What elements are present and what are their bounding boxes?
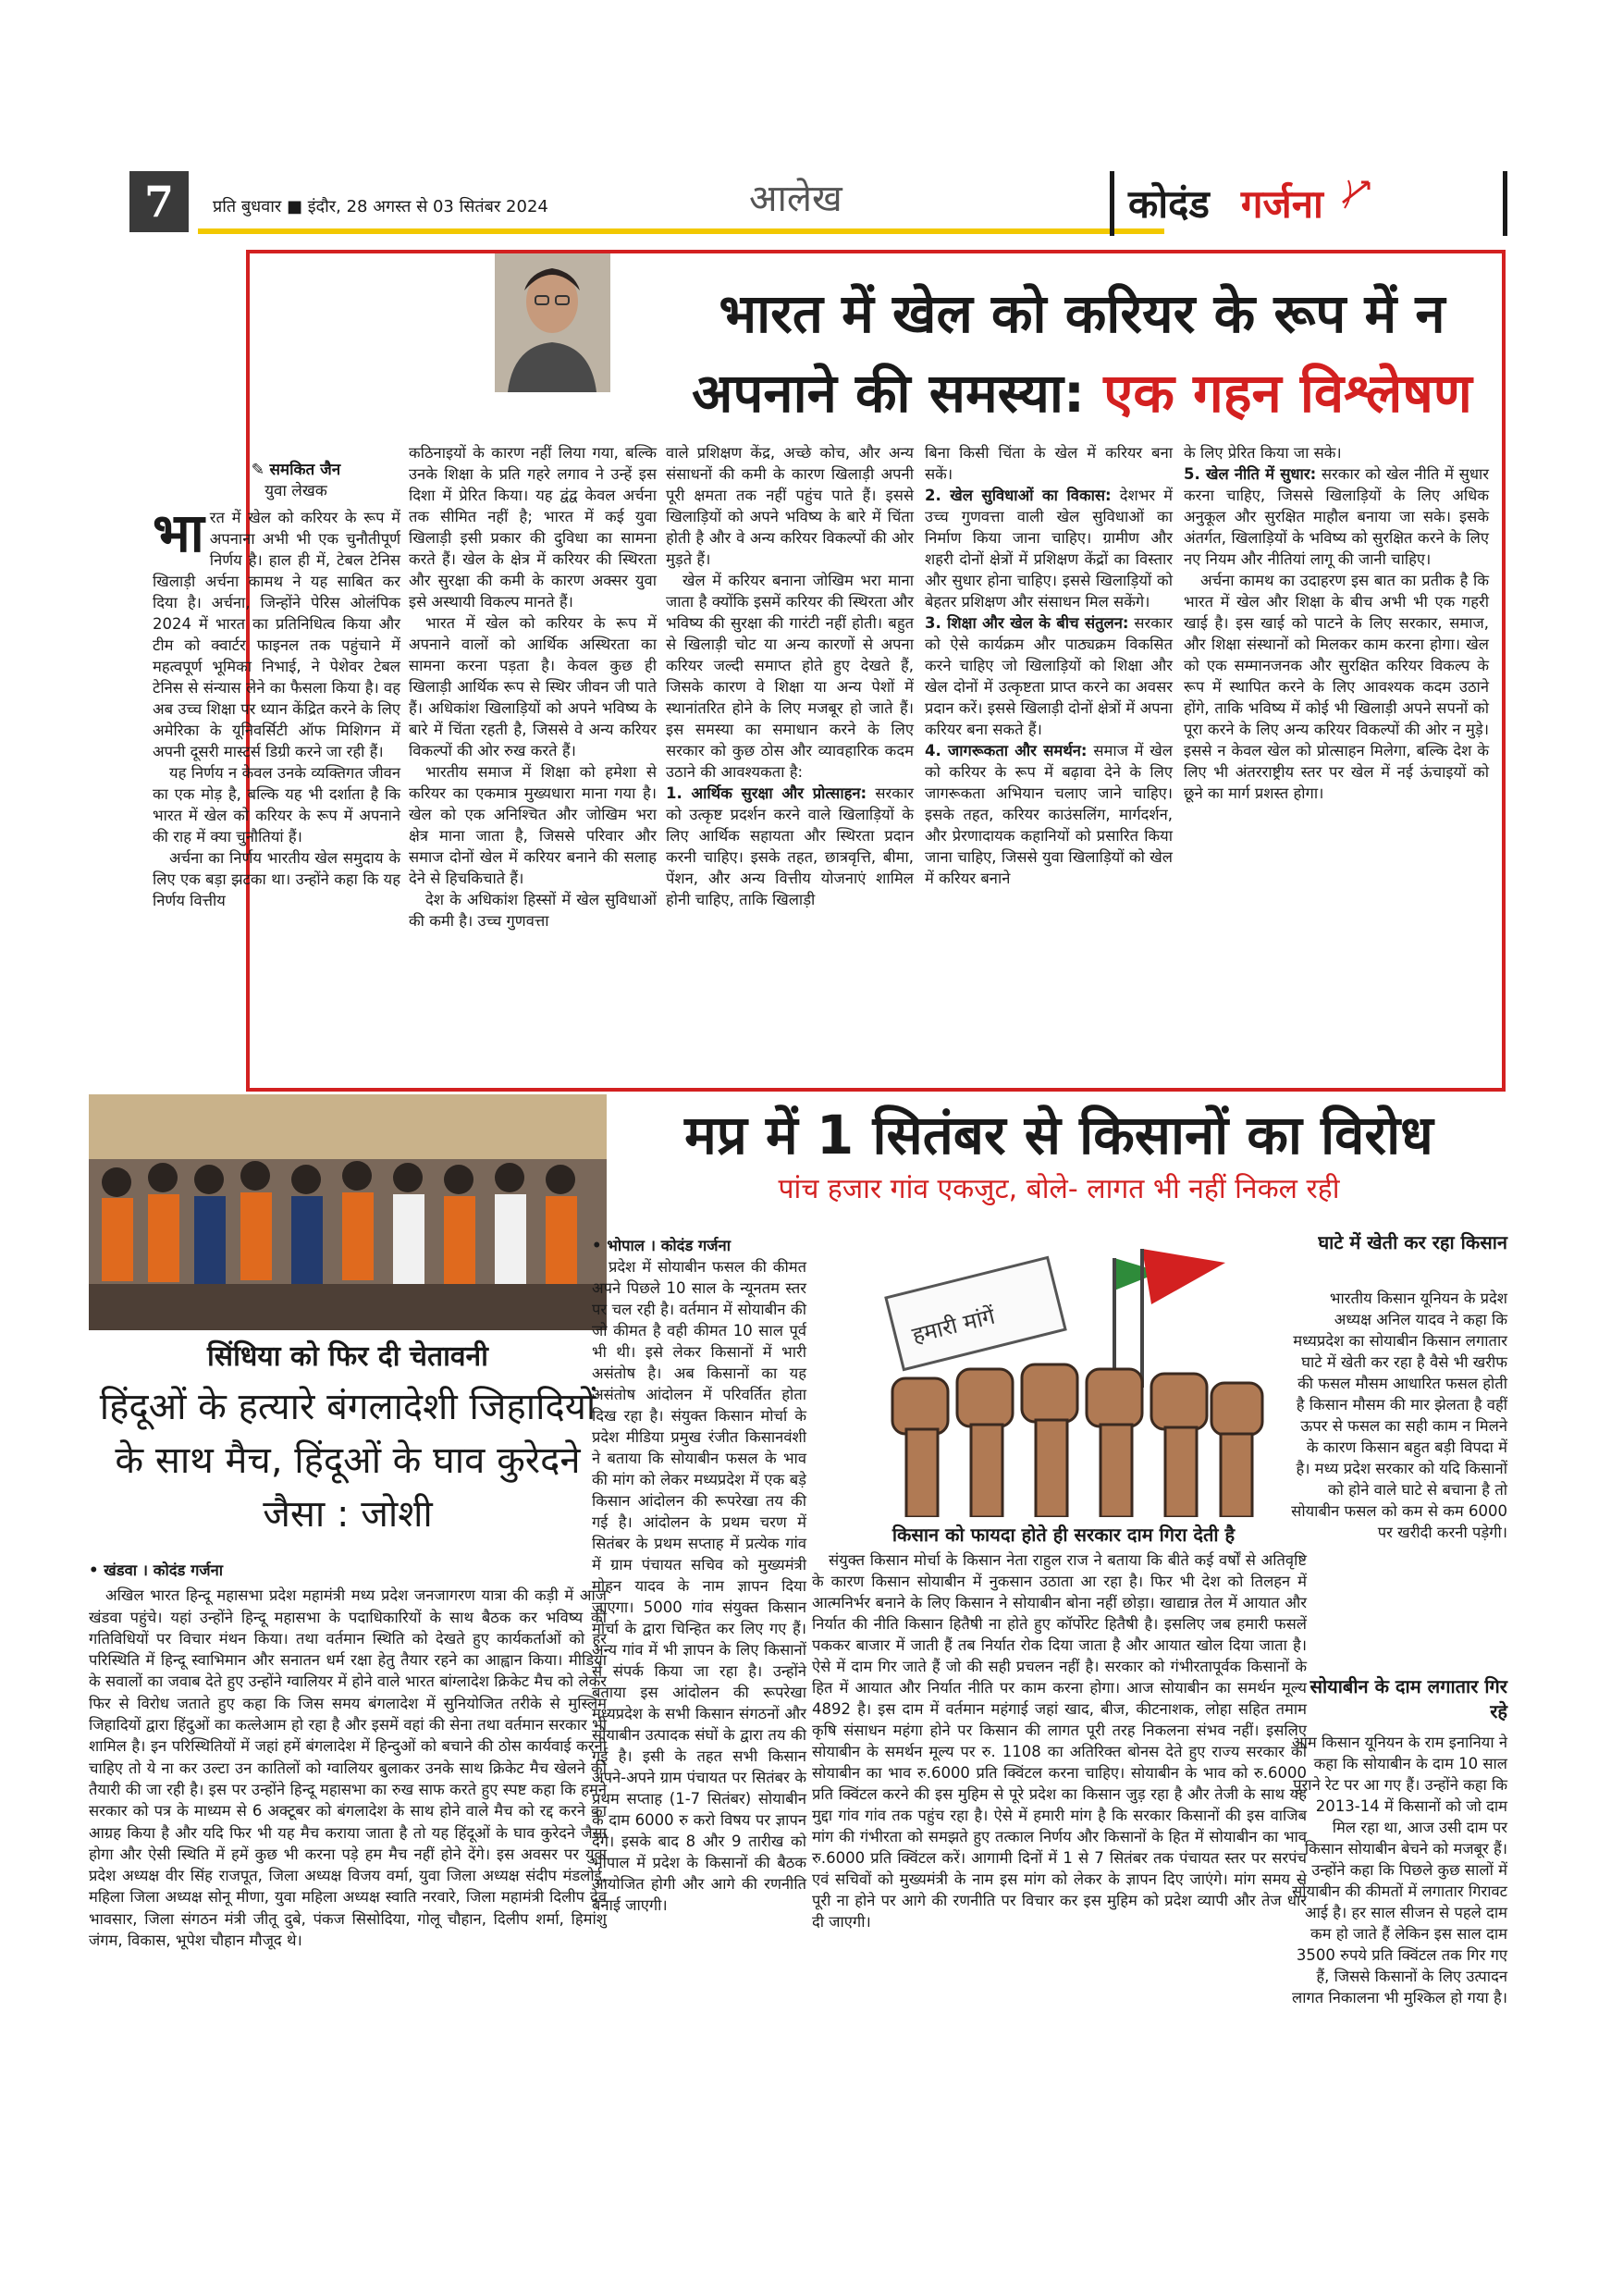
side-column-2 (1290, 1732, 1507, 2008)
header-rule (198, 228, 1164, 234)
farmers-headline: मप्र में 1 सितंबर से किसानों का विरोध (684, 1104, 1433, 1167)
group-photo (89, 1094, 607, 1330)
lead-column-1 (153, 501, 400, 911)
lead-col2-p3: भारतीय समाज में शिक्षा को हमेशा से करियर का एकमात्र मुख्यधारा माना गया है। खेल को एक अनिश्चित और जोखिम भरा क्षेत्र माना जाता है, जिससे परिवार और समाज दोनों खेल में करियर बनाने की सलाह देने से हिचकिचाते हैं। (409, 763, 657, 887)
point2-text: देशभर में उच्च गुणवत्ता वाली खेल सुविधाओं का निर्माण किया जाना चाहिए। ग्रामीण और शहरी दोनों क्षेत्रों में प्रशिक्षण केंद्रों का विस्तार और सुधार होना चाहिए। इससे खिलाड़ियों को बेहतर प्रशिक्षण और संसाधन मिल सकेंगे। (925, 487, 1174, 611)
arrow-icon (1341, 175, 1378, 212)
side-headline-2: सोयाबीन के दाम लगातार गिर रहे (1309, 1675, 1507, 1722)
farmers-column-2 (812, 1549, 1307, 1932)
side2-text: आम किसान यूनियन के राम इनानिया ने कहा कि सोयाबीन के दाम 10 साल पुराने रेट पर आ गए हैं। उन्होंने कहा कि 2013-14 में किसानों को जो दाम मिल रहा था, आज उसी दाम पर किसान सोयाबीन बेचने को मजबूर हैं। उन्होंने कहा कि पिछले कुछ सालों में सोयाबीन की कीमतों में लगातार गिरावट आई है। हर साल सीजन से पहले दाम कम हो जाते हैं लेकिन इस साल दाम 3500 रुपये प्रति क्विंटल तक गिर गए हैं, जिससे किसानों के लिए उत्पादन लागत निकालना भी मुश्किल हो गया है। (1292, 1734, 1507, 2006)
lead-col4-intro: बिना किसी चिंता के खेल में करियर बना सकें। (925, 444, 1173, 483)
point5-text: सरकार को खेल नीति में सुधार करना चाहिए, जिससे खिलाड़ियों के लिए अधिक अनुकूल और सुरक्षित माहौल बनाया जा सके। इसके अंतर्गत, खिलाड़ियों के भविष्य को सुरक्षित करने के लिए नए नियम और नीतियां लागू की जानी चाहिए। (1184, 465, 1489, 568)
lead-col1-p2: यह निर्णय न केवल उनके व्यक्तिगत जीवन का एक मोड़ है, बल्कि यह भी दर्शाता है कि भारत में खेल को करियर के रूप में अपनाने की राह में क्या चुनौतियां हैं। (153, 764, 400, 846)
point3-text: सरकार को ऐसे कार्यक्रम और पाठ्यक्रम विकसित करने चाहिए जो खिलाड़ियों को शिक्षा और खेल दोनों में उत्कृष्टता प्राप्त करने का अवसर प्रदान करें। इससे खिलाड़ी दोनों क्षेत्रों में अपना करियर बना सकते हैं। (925, 614, 1173, 738)
lead-column-4 (925, 442, 1173, 889)
banner-text: हमारी मांगें (909, 1302, 998, 1349)
headline-line1: भारत में खेल को करियर के रूप में न (719, 282, 1445, 345)
lead-col5-end: अर्चना कामथ का उदाहरण इस बात का प्रतीक है कि भारत में खेल और शिक्षा के बीच अभी भी एक गहरी खाई है। इस खाई को पाटने के लिए सरकार, समाज, और शिक्षा संस्थानों को मिलकर काम करना होगा। खेल को एक सम्मानजनक और सुरक्षित करियर विकल्प के रूप में स्थापित करने के लिए आवश्यक कदम उठाने होंगे, ताकि भविष्य में कोई भी खिलाड़ी अपने सपनों को पूरा करने के लिए अन्य करियर विकल्पों की ओर न मुड़े। इससे न केवल खेल को प्रोत्साहन मिलेगा, बल्कि देश के लिए भी अंतरराष्ट्रीय स्तर पर खेल में नई ऊंचाइयों को छूने का मार्ग प्रशस्त होगा। (1184, 572, 1489, 802)
scindia-headline: हिंदूओं के हत्यारे बंगलादेशी जिहादियों के साथ मैच, हिंदूओं के घाव कुरेदने जैसा : जोशी (99, 1386, 596, 1536)
byline (203, 458, 388, 500)
lead-col2-p2: भारत में खेल को करियर के रूप में अपनाने वालों को आर्थिक अस्थिरता का सामना करना पड़ता है। केवल कुछ ही खिलाड़ी आर्थिक रूप से स्थिर जीवन जी पाते हैं। अधिकांश खिलाड़ियों को अपने भविष्य के बारे में चिंता रहती है, जिससे वे अन्य करियर विकल्पों की ओर रुख करते हैं। (409, 614, 657, 759)
lead-column-2 (409, 442, 657, 932)
farmers-column-1 (592, 1235, 806, 1916)
scindia-body (89, 1560, 607, 1951)
lead-col2-p4: देश के अधिकांश हिस्सों में खेल सुविधाओं की कमी है। उच्च गुणवत्ता (409, 891, 657, 930)
farmers-subheadline: पांच हजार गांव एकजुट, बोले- लागत भी नहीं निकल रही (778, 1173, 1340, 1205)
scindia-dateline: • खंडवा । कोदंड गर्जना (89, 1562, 224, 1579)
page-header (129, 171, 1503, 243)
pen-icon: ✎ (251, 461, 265, 479)
author-photo (495, 253, 610, 392)
headline-line2a: अपनाने की समस्या: (692, 362, 1086, 425)
author-name: समकित जैन (269, 461, 341, 479)
side1-text: भारतीय किसान यूनियन के प्रदेश अध्यक्ष अनिल यादव ने कहा कि मध्यप्रदेश का सोयाबीन किसान लगातार घाटे में खेती कर रहा है वैसे भी खरीफ की फसल मौसम आधारित फसल होती है किसान मौसम की मार झेलता है वहीं ऊपर से फसल का सही काम न मिलने के कारण किसान बहुत बड़ी विपदा में है। मध्य प्रदेश सरकार को यदि किसानों को होने वाले घाटे से बचाना है तो सोयाबीन फसल को कम से कम 6000 पर खरीदी करनी पड़ेगी। (1291, 1290, 1507, 1541)
farmers-dateline: • भोपाल । कोदंड गर्जना (592, 1237, 731, 1254)
point3-head: 3. शिक्षा और खेल के बीच संतुलन: (925, 614, 1129, 632)
lead-headline (657, 274, 1507, 433)
lead-column-3 (666, 442, 914, 910)
point4-text: समाज में खेल को करियर के रूप में बढ़ावा देने के लिए जागरूकता अभियान चलाए जाने चाहिए। इसके तहत, करियर काउंसलिंग, मार्गदर्शन, और प्रेरणादायक कहानियों को प्रसारित किया जाना चाहिए, जिससे युवा खिलाड़ियों को खेल में करियर बनाने (925, 742, 1173, 887)
drop-cap: भा (153, 501, 204, 564)
headline-line2b: एक गहन विश्लेषण (1103, 362, 1472, 425)
point4-head: 4. जागरूकता और समर्थन: (925, 742, 1088, 759)
scindia-text: अखिल भारत हिन्दू महासभा प्रदेश महामंत्री मध्य प्रदेश जनजागरण यात्रा की कड़ी में आज खंडवा पहुंचे। यहां उन्होंने हिन्दू महासभा के पदाधिकारियों के साथ बैठक कर भविष्य की गतिविधियों पर विचार मंथन किया। तथा वर्तमान स्थिति को देखते हुए कार्यकर्ताओं को हर परिस्थिति में हिन्दू स्वाभिमान और सनातन धर्म रक्षा हेतु तैयार रहने का आह्वान किया। मीडिया के सवालों का जवाब देते हुए उन्होंने ग्वालियर में होने वाले भारत बांग्लादेश क्रिकेट मैच को लेकर फिर से विरोध जताते हुए कहा कि जिस समय बंगलादेश में सुनियोजित तरीके से मुस्लिम जिहादियों द्वारा हिंदुओं का कत्लेआम हो रहा है और इसमें वहां की सेना तथा वर्तमान सरकार भी शामिल है। इन परिस्थितियों में जहां हमें बंगलादेश में हिन्दुओं को बचाने की ठोस कार्यवाई करनी चाहिए तो ये ना कर उल्टा उन कातिलों को ग्वालियर बुलाकर उनके साथ क्रिकेट मैच खेलने की तैयारी की जा रही है। इस पर उन्होंने हिन्दू महासभा का रुख साफ करते हुए स्पष्ट कहा कि हमने सरकार को पत्र के माध्यम से 6 अक्टूबर को बंगलादेश के साथ होने वाले मैच को रद्द करने का आग्रह किया है और यदि फिर भी यह मैच कराया जाता है तो यह हिंदूओं के घाव कुरेदने जैसा होगा और ऐसी स्थिति में हमें कुछ भी करना पड़े हम मैच नहीं होने देंगे। इस अवसर पर युवा प्रदेश अध्यक्ष वीर सिंह राजपूत, जिला अध्यक्ष विजय वर्मा, युवा जिला अध्यक्ष संदीप मंडलोई, महिला जिला अध्यक्ष सोनू मीणा, युवा महिला अध्यक्ष स्वाति नरवारे, जिला महामंत्री दिलीप देव भावसार, जिला संगठन मंत्री जीतू दुबे, पंकज सिसोदिया, गोलू चौहान, दिलीप शर्मा, हिमांशु जंगम, विकास, भूपेश चौहान मौजूद थे। (89, 1586, 607, 1950)
side-headline-1: घाटे में खेती कर रहा किसान (1318, 1231, 1507, 1253)
image-caption: किसान को फायदा होते ही सरकार दाम गिरा देती है (891, 1524, 1236, 1546)
lead-column-5 (1184, 442, 1489, 804)
protest-illustration (837, 1240, 1290, 1517)
lead-col2-p1: कठिनाइयों के कारण नहीं लिया गया, बल्कि उनके शिक्षा के प्रति गहरे लगाव ने उन्हें इस दिशा में प्रेरित किया। यह द्वंद्व केवल अर्चना तक सीमित नहीं है; भारत में कई युवा खिलाड़ी इसी प्रकार की दुविधा का सामना करते हैं। खेल के क्षेत्र में करियर की स्थिरता और सुरक्षा की कमी के कारण अक्सर युवा इसे अस्थायी विकल्प मानते हैं। (409, 444, 657, 611)
date-line: प्रति बुधवार ■ इंदौर, 28 अगस्त से 03 सितंबर 2024 (213, 197, 548, 216)
masthead-logo (1110, 171, 1507, 236)
lead-col1-p3: अर्चना का निर्णय भारतीय खेल समुदाय के लिए एक बड़ा झटका था। उन्होंने कहा कि यह निर्णय वित्तीय (153, 849, 400, 909)
point1-head: 1. आर्थिक सुरक्षा और प्रोत्साहन: (666, 784, 867, 802)
side-column-1 (1290, 1288, 1507, 1543)
point1-text: सरकार को उत्कृष्ट प्रदर्शन करने वाले खिलाड़ियों के लिए आर्थिक सहायता और स्थिरता प्रदान करनी चाहिए। इसके तहत, छात्रवृत्ति, बीमा, पेंशन, और अन्य वित्तीय योजनाएं शामिल होनी चाहिए, ताकि खिलाड़ी (666, 784, 914, 908)
lead-col5-intro: के लिए प्रेरित किया जा सके। (1184, 444, 1342, 462)
brand-name-part1: कोदंड (1128, 181, 1210, 227)
brand-name-part2: गर्जना (1240, 181, 1323, 227)
lead-col3-p1: वाले प्रशिक्षण केंद्र, अच्छे कोच, और अन्य संसाधनों की कमी के कारण खिलाड़ी अपनी पूरी क्षमता तक नहीं पहुंच पाते हैं। इससे खिलाड़ियों को अपने भविष्य के बारे में चिंता होती है और वे अन्य करियर विकल्पों की ओर मुड़ते हैं। (666, 444, 914, 568)
farmers-col1-text: प्रदेश में सोयाबीन फसल की कीमत अपने पिछले 10 साल के न्यूनतम स्तर पर चल रही है। वर्तमान में सोयाबीन की जो कीमत है वही कीमत 10 साल पूर्व भी थी। इसे लेकर किसानों में भारी असंतोष है। अब किसानों का यह असंतोष आंदोलन में परिवर्तित होता दिख रहा है। संयुक्त किसान मोर्चा के प्रदेश मीडिया प्रमुख रंजीत किसानवंशी ने बताया कि सोयाबीन फसल के भाव की मांग को लेकर मध्यप्रदेश में एक बड़े किसान आंदोलन की रूपरेखा तय की गई है। आंदोलन के प्रथम चरण में सितंबर के प्रथम सप्ताह में प्रत्येक गांव में ग्राम पंचायत सचिव को मुख्यमंत्री मोहन यादव के नाम ज्ञापन दिया जाएगा। 5000 गांव संयुक्त किसान मोर्चा के द्वारा चिन्हित कर लिए गए हैं। अन्य गांव में भी ज्ञापन के लिए किसानों से संपर्क किया जा रहा है। उन्होंने बताया इस आंदोलन की रूपरेखा मध्यप्रदेश के सभी किसान संगठनों और सोयाबीन उत्पादक संघों के द्वारा तय की गई है। इसी के तहत सभी किसान अपने-अपने ग्राम पंचायत पर सितंबर के प्रथम सप्ताह (1-7 सितंबर) सोयाबीन के दाम 6000 रु करो विषय पर ज्ञापन देंगे। इसके बाद 8 और 9 तारीख को भोपाल में प्रदेश के किसानों की बैठक आयोजित होगी और आगे की रणनीति बनाई जाएगी। (592, 1258, 806, 1914)
page-number: 7 (129, 171, 189, 232)
author-role: युवा लेखक (264, 482, 327, 500)
section-title: आलेख (749, 178, 842, 220)
point5-head: 5. खेल नीति में सुधार: (1184, 465, 1317, 483)
scindia-kicker: सिंधिया को फिर दी चेतावनी (207, 1340, 488, 1373)
lead-col3-p2: खेल में करियर बनाना जोखिम भरा माना जाता है क्योंकि इसमें करियर की स्थिरता और भविष्य की सुरक्षा की गारंटी नहीं होती। बहुत से खिलाड़ी चोट या अन्य कारणों से अपना करियर जल्दी समाप्त होते हुए देखते हैं, जिसके कारण वे शिक्षा या अन्य पेशों में स्थानांतरित होने के लिए मजबूर हो जाते हैं। इस समस्या का समाधान करने के लिए सरकार को कुछ ठोस और व्यावहारिक कदम उठाने की आवश्यकता है: (666, 572, 914, 781)
farmers-col2-text: संयुक्त किसान मोर्चा के किसान नेता राहुल राज ने बताया कि बीते कई वर्षों से अतिवृष्टि के कारण किसान सोयाबीन में नुकसान उठाता आ रहा है। फिर भी देश को तिलहन में आत्मनिर्भर बनाने के लिए किसान ने सोयाबीन बोना नहीं छोड़ा। खाद्यान्न तेल में आयात और निर्यात की नीति किसान हितैषी ना होते हुए कॉर्पोरेट हितैषी है। इसलिए जब हमारी फसलें पककर बाजार में जाती हैं तब निर्यात रोक दिया जाता है और आयात खोल दिया जाता है। ऐसे में दाम गिर जाते हैं जो की सही प्रचलन नहीं है। सरकार को गंभीरतापूर्वक किसानों के हित में आयात और निर्यात नीति पर काम करना होगा। आज सोयाबीन का समर्थन मूल्य 4892 है। इस दाम में वर्तमान महंगाई जहां खाद, बीज, कीटनाशक, लोहा सहित तमाम कृषि संसाधन महंगा होने पर किसान की लागत पूरी तरह निकलना संभव नहीं। इसलिए सोयाबीन के समर्थन मूल्य पर रु. 1108 का अतिरिक्त बोनस देते हुए राज्य सरकार को सोयाबीन का भाव रु.6000 प्रति क्विंटल करना चाहिए। सोयाबीन के भाव को रु.6000 प्रति क्विंटल करने की इस मुहिम से पूरे प्रदेश का किसान जुड़ रहा है और तेजी के साथ यह मुद्दा गांव गांव तक पहुंच रहा है। ऐसे में हमारी मांग है कि सरकार किसानों की इस वाजिब मांग की गंभीरता को समझते हुए तत्काल निर्णय और किसानों के हित में सोयाबीन का भाव रु.6000 प्रति क्विंटल करें। आगामी दिनों में 1 से 7 सितंबर तक पंचायत स्तर पर सरपंच एवं सचिवों को मुख्यमंत्री के नाम इस मांग को लेकर के ज्ञापन दिए जाएंगे। मांग समय से पूरी ना होने पर आगे की रणनीति पर विचार कर इस मुहिम को प्रदेश व्यापी और तेज धार दी जाएगी। (812, 1551, 1307, 1931)
lead-col1-p1: रत में खेल को करियर के रूप में अपनाना अभी भी एक चुनौतीपूर्ण निर्णय है। हाल ही में, टेबल टेनिस खिलाड़ी अर्चना कामथ ने यह साबित कर दिया है। अर्चना, जिन्होंने पेरिस ओलंपिक 2024 में भारत का प्रतिनिधित्व किया और टीम को क्वार्टर फाइनल तक पहुंचाने में महत्वपूर्ण भूमिका निभाई, ने पेशेवर टेबल टेनिस से संन्यास लेने का फैसला किया है। वह अब उच्च शिक्षा पर ध्यान केंद्रित करने के लिए अमेरिका के यूनिवर्सिटी ऑफ मिशिगन में अपनी दूसरी मास्टर्स डिग्री करने जा रही हैं। (153, 509, 400, 760)
point2-head: 2. खेल सुविधाओं का विकास: (925, 487, 1112, 504)
